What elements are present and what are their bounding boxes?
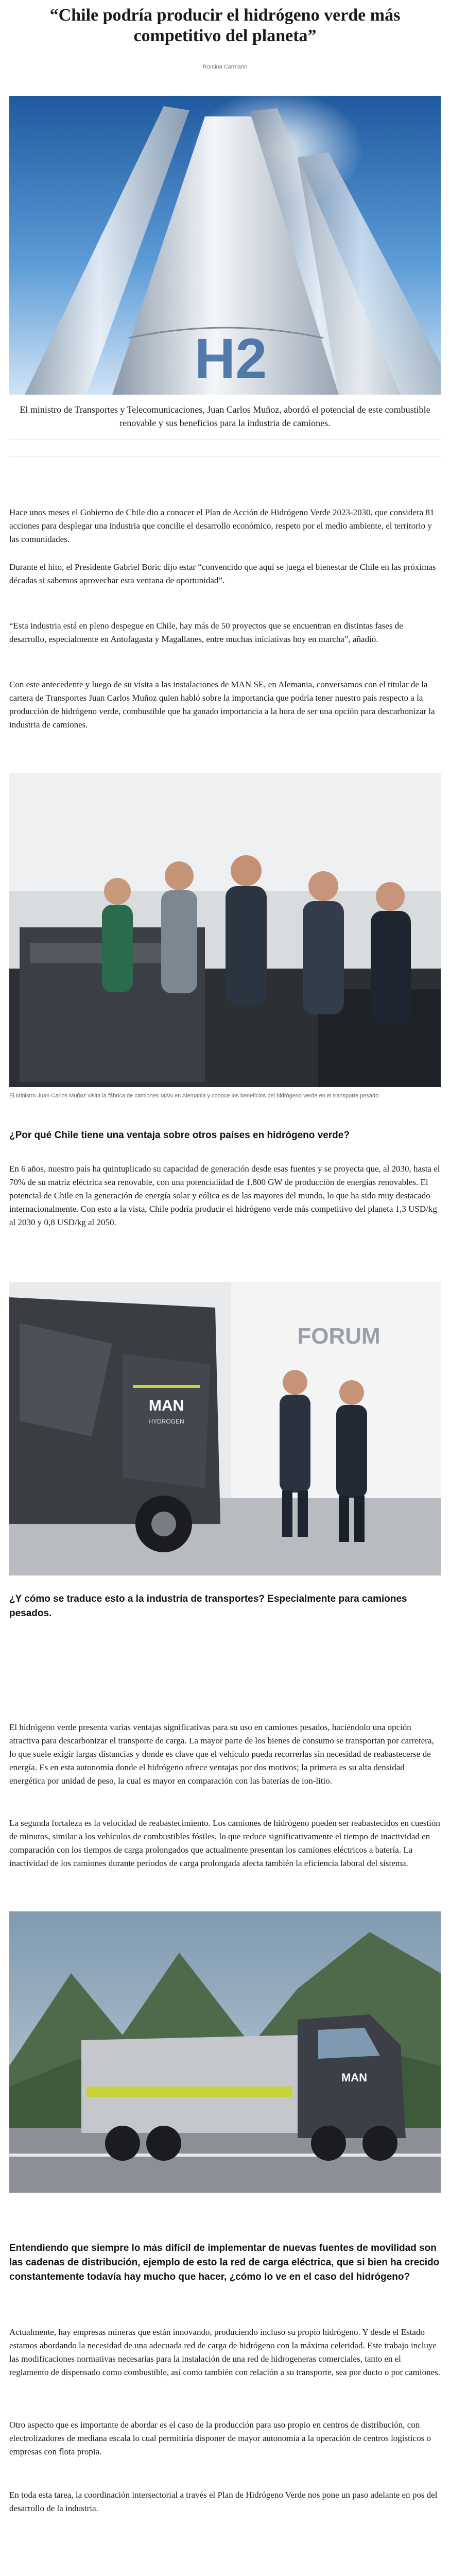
photo-minister-visit [9, 773, 441, 1087]
truck-brand-label: MAN [148, 1397, 184, 1414]
hero-image-hydrogen-tanks [9, 96, 441, 395]
hero-caption: El ministro de Transportes y Telecomunicaciones, Juan Carlos Muñoz, abordó el potencial de este combustible renovable y sus beneficios para la industria de camiones. [20, 404, 430, 428]
section-heading: ¿Y cómo se traduce esto a la industria de transportes? Especialmente para camiones pesados. [9, 1594, 407, 1619]
article-title: “Chile podría producir el hidrógeno verde más competitivo del planeta” [49, 6, 401, 45]
truck-sub-label: HYDROGEN [148, 1418, 184, 1425]
paragraph: Actualmente, hay empresas mineras que están innovando, produciendo incluso su propio hidrógeno. Y desde el Estado estamos abordando la necesidad de una adecuada red de carga de hidrógeno con la máxima celeridad. Este trabajo incluye las modificaciones normativas necesarias para la instalación de una red de hidrogeneras comerciales, tanto en el reglamento de dispensado como combustible, así como también con relación a su transporte, sea por ducto o por camiones. [9, 2327, 441, 2377]
photo-caption: El Ministro Juan Carlos Muñoz visita la fábrica de camiones MAN en Alemania y conoce los beneficios del hidrógeno verde en el transporte pesado. [9, 1093, 380, 1099]
paragraph: Otro aspecto que es importante de abordar es el caso de la producción para uso propio en centros de distribución, con electrolizadores de mediana escala lo cual permitiría disponer de mayor autonomía a la operación de centros logísticos o empresas con flota propia. [9, 2420, 431, 2456]
section-heading: Entendiendo que siempre lo más difícil de implementar de nuevas fuentes de movilidad son las cadenas de distribución, ejemplo de esto la red de carga eléctrica, que si bien ha crecido constantemente todavía hay mucho que hacer, ¿cómo lo ve en el caso del hidrógeno? [9, 2243, 440, 2282]
article-byline: Romina Carmann [202, 64, 248, 70]
paragraph: En toda esta tarea, la coordinación intersectorial a través el Plan de Hidrógeno Verde nos pone un paso adelante en pos del desarrollo de la industria. [9, 2490, 438, 2513]
paragraph: “Esta industria está en pleno despegue en Chile, hay más de 50 proyectos que se encuentran en distintas fases de desarrollo, especialmente en Antofagasta y Magallanes, entre muchas iniciativas hoy en marcha”, añadió. [9, 621, 403, 644]
paragraph: Hace unos meses el Gobierno de Chile dio a conocer el Plan de Acción de Hidrógeno Verde 2023-2030, que considera 81 acciones para desplegar una industria que concilie el desarrollo económico, respeto por el medio ambiente, el territorio y las comunidades. [9, 507, 435, 544]
truck-brand-label: MAN [341, 2071, 368, 2084]
paragraph: Durante el hito, el Presidente Gabriel Boric dijo estar “convencido que aquí se juega el bienestar de Chile en las próximas décadas si sabemos aprovechar esta ventana de oportunidad”. [9, 562, 436, 585]
photo-man-hydrogen-truck [9, 1282, 441, 1575]
paragraph: El hidrógeno verde presenta varias ventajas significativas para su uso en camiones pesados, haciéndolo una opción atractiva para descarbonizar el transporte de carga. La mayor parte de los bienes de consumo se transportan por carretera, lo que suele exigir largas distancias y donde es clave que el vehículo pueda recorrerlas sin necesidad de reabastecerse de energía. Es en esta autonomía donde el hidrógeno ofrece ventajas por dos motivos; la primera es su alta densidad energética por unidad de peso, la cual es mayor en comparación con las baterías de ion-litio. [9, 1722, 434, 1786]
paragraph: En 6 años, nuestro país ha quintuplicado su capacidad de generación desde esas fuentes y se proyecta que, al 2030, hasta el 70% de su matriz eléctrica sea renovable, con una potencialidad de 1.800 GW de producción de energías renovables. El potencial de Chile en la generación de energía solar y eólica es de las mayores del mundo, lo que ha sido muy destacado internacionalmente. Con esto a la vista, Chile podría producir el hidrógeno verde más competitivo del planeta 1,3 USD/kg al 2030 y 0,8 USD/kg al 2050. [9, 1164, 440, 1227]
wall-forum-label: FORUM [297, 1324, 380, 1349]
hero-h2-label: H2 [194, 327, 267, 391]
photo-truck-mountains [9, 1911, 441, 2193]
section-heading: ¿Por qué Chile tiene una ventaja sobre otros países en hidrógeno verde? [9, 1130, 350, 1141]
paragraph: La segunda fortaleza es la velocidad de reabastecimiento. Los camiones de hidrógeno pueden ser reabastecidos en cuestión de minutos, similar a los vehículos de combustibles fósiles, lo que reduce significativamente el tiempo de inactividad en comparación con los tiempos de carga prolongados que actualmente presentan los camiones eléctricos a batería. La inactividad de los camiones durante periodos de carga prolongada afecta también la eficiencia laboral del sistema. [9, 1818, 440, 1868]
paragraph: Con este antecedente y luego de su visita a las instalaciones de MAN SE, en Alemania, conversamos con el titular de la cartera de Transportes Juan Carlos Muñoz quien habló sobre la importancia que podría tener nuestro país respecto a la producción de hidrógeno verde, combustible que ha ganado importancia a la hora de ser una opción para descarbonizar la industria de camiones. [9, 680, 435, 730]
